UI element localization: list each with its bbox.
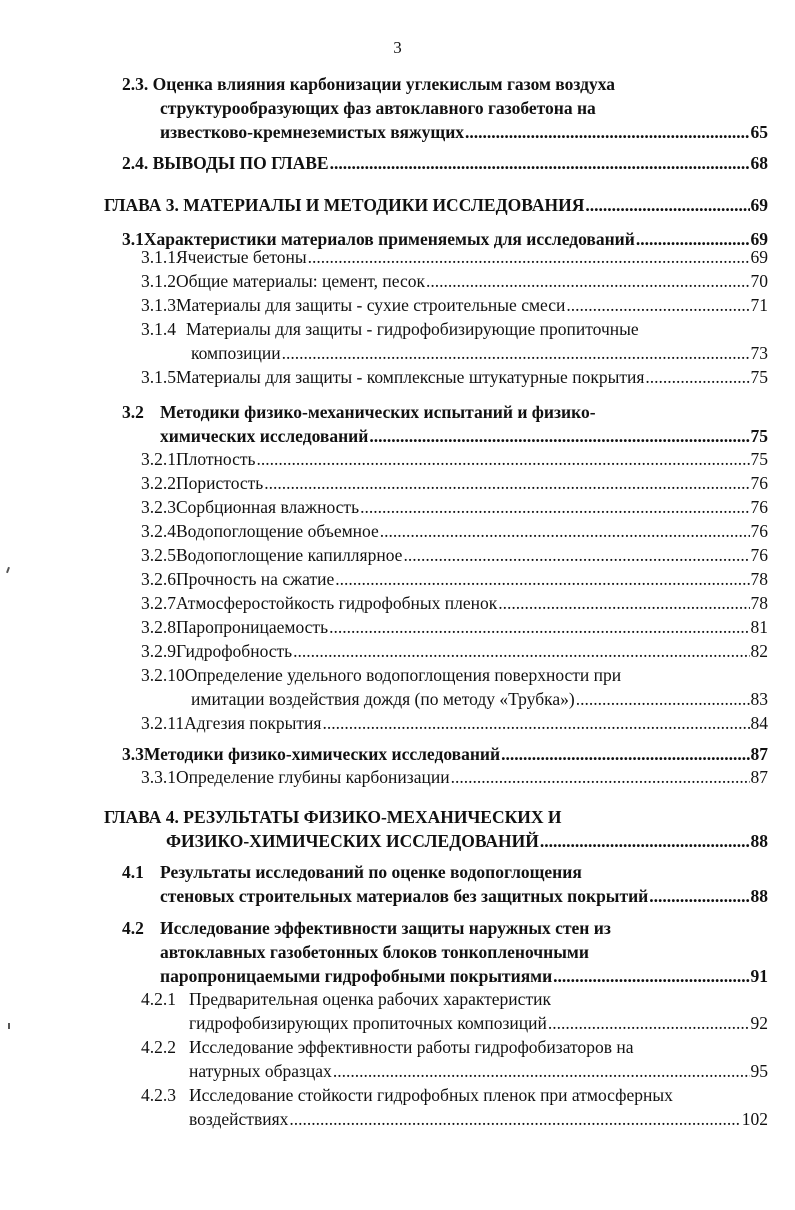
toc-3-2-6-page: 78	[750, 569, 768, 589]
toc-2-3-line3[interactable]	[160, 121, 768, 143]
toc-3-2-5-title: Водопоглощение капиллярное	[176, 545, 403, 565]
toc-3-1-4-title-end: композиции	[191, 343, 281, 363]
toc-3-2-title: Методики физико-механических испытаний и физико-	[160, 402, 596, 422]
toc-3-2-7[interactable]	[141, 592, 768, 614]
toc-3-2-7-page: 78	[750, 593, 768, 613]
toc-3-2-9-number: 3.2.9	[141, 641, 176, 661]
toc-3-3-title: Методики физико-химических исследований	[143, 744, 501, 764]
dot-leader	[451, 766, 750, 788]
toc-3-2-3-page: 76	[750, 497, 768, 517]
toc-4-2-2-line1[interactable]	[141, 1036, 633, 1058]
toc-4-2-2-number: 4.2.2	[141, 1037, 176, 1057]
toc-2-3-page: 65	[750, 122, 768, 142]
dot-leader	[322, 712, 749, 734]
toc-4-2-3-number: 4.2.3	[141, 1085, 176, 1105]
toc-3-2-1-title: Плотность	[176, 449, 256, 469]
toc-3-2-9-title: Гидрофобность	[176, 641, 293, 661]
toc-3-2-4-title: Водопоглощение объемное	[176, 521, 379, 541]
toc-3-2-page: 75	[750, 426, 768, 446]
toc-4-2-line1[interactable]	[122, 917, 611, 939]
toc-3-1-1[interactable]	[141, 246, 768, 268]
dot-leader	[403, 544, 749, 566]
dot-leader	[501, 743, 749, 765]
scan-speck	[6, 567, 10, 573]
toc-3-2-3-number: 3.2.3	[141, 497, 176, 517]
dot-leader	[333, 1060, 750, 1082]
toc-3-2-10-line1[interactable]: 3.2.10Определение удельного водопоглощения поверхности при	[141, 665, 622, 685]
toc-3-2-7-number: 3.2.7	[141, 593, 176, 613]
toc-3-2-6-number: 3.2.6	[141, 569, 176, 589]
dot-leader	[257, 448, 750, 470]
toc-3-1-3-title: Материалы для защиты - сухие строительные смеси	[176, 295, 566, 315]
toc-4-2-title: Исследование эффективности защиты наружных стен из	[160, 918, 611, 938]
toc-4-2-title-end: паропроницаемыми гидрофобными покрытиями	[160, 966, 553, 986]
toc-3-2-3[interactable]	[141, 496, 768, 518]
toc-chapter-4-title-end: ФИЗИКО-ХИМИЧЕСКИХ ИССЛЕДОВАНИЙ	[166, 831, 539, 851]
toc-3-1-1-title: Ячеистые бетоны	[176, 247, 307, 267]
toc-3-1-4-line1[interactable]	[141, 318, 639, 340]
toc-3-2-1[interactable]	[141, 448, 768, 470]
toc-3-2-1-number: 3.2.1	[141, 449, 176, 469]
toc-3-2-1-page: 75	[750, 449, 768, 469]
toc-3-2-number: 3.2	[122, 402, 144, 422]
toc-3-2-5[interactable]	[141, 544, 768, 566]
dot-leader	[553, 965, 749, 987]
toc-3-1-2-number: 3.1.2	[141, 271, 176, 291]
toc-3-3-1-title: Определение глубины карбонизации	[176, 767, 450, 787]
dot-leader	[264, 472, 749, 494]
toc-3-1-4-title: Материалы для защиты - гидрофобизирующие пропиточные	[186, 319, 639, 339]
toc-3-3[interactable]	[122, 743, 768, 765]
dot-leader	[498, 592, 749, 614]
dot-leader	[308, 246, 750, 268]
toc-2-3-line1: 2.3. Оценка влияния карбонизации углекислым газом воздуха	[122, 74, 615, 94]
toc-4-2-number: 4.2	[122, 918, 144, 938]
toc-3-2-3-title: Сорбционная влажность	[176, 497, 360, 517]
dot-leader	[465, 121, 749, 143]
toc-4-2-line2: автоклавных газобетонных блоков тонкопленочными	[160, 942, 589, 962]
toc-4-2-2-line2[interactable]	[189, 1060, 768, 1082]
toc-2-4-page: 68	[750, 153, 768, 173]
toc-3-1-1-number: 3.1.1	[141, 247, 176, 267]
dot-leader	[566, 294, 749, 316]
toc-3-2-2[interactable]	[141, 472, 768, 494]
toc-3-3-1[interactable]	[141, 766, 768, 788]
toc-2-3-title-end: известково-кремнеземистых вяжущих	[160, 122, 465, 142]
toc-chapter-4-line1[interactable]: ГЛАВА 4. РЕЗУЛЬТАТЫ ФИЗИКО-МЕХАНИЧЕСКИХ И	[104, 807, 562, 827]
toc-4-2-2-title-end: натурных образцах	[189, 1061, 332, 1081]
dot-leader	[289, 1108, 740, 1130]
toc-3-2-11[interactable]	[141, 712, 768, 734]
toc-3-1-4-line2[interactable]	[191, 342, 768, 364]
dot-leader	[335, 568, 749, 590]
toc-4-2-line3[interactable]	[160, 965, 768, 987]
dot-leader	[369, 425, 749, 447]
toc-3-2-10-page: 83	[750, 689, 768, 709]
toc-3-2-6-title: Прочность на сжатие	[176, 569, 335, 589]
toc-3-2-11-page: 84	[750, 713, 768, 733]
dot-leader	[330, 152, 750, 174]
toc-3-2-8-number: 3.2.8	[141, 617, 176, 637]
toc-2-4-title: 2.4. ВЫВОДЫ ПО ГЛАВЕ	[122, 153, 329, 173]
scan-speck	[8, 1023, 10, 1029]
toc-3-2-5-number: 3.2.5	[141, 545, 176, 565]
toc-3-2-2-number: 3.2.2	[141, 473, 176, 493]
toc-3-2-8-page: 81	[750, 617, 768, 637]
toc-3-2-4-page: 76	[750, 521, 768, 541]
toc-4-1-title-end: стеновых строительных материалов без защитных покрытий	[160, 886, 649, 906]
toc-4-1-line2[interactable]	[160, 885, 768, 907]
toc-3-3-1-number: 3.3.1	[141, 767, 176, 787]
toc-3-1-4-page: 73	[750, 343, 768, 363]
toc-chapter-3-page: 69	[750, 195, 768, 215]
toc-4-2-3-title: Исследование стойкости гидрофобных пленок при атмосферных	[189, 1085, 673, 1105]
toc-4-2-1-title: Предварительная оценка рабочих характеристик	[189, 989, 551, 1009]
toc-4-2-1-title-end: гидрофобизирующих пропиточных композиций	[189, 1013, 547, 1033]
toc-3-1-5-title: Материалы для защиты - комплексные штукатурные покрытия	[176, 367, 645, 387]
toc-3-2-6[interactable]	[141, 568, 768, 590]
toc-4-2-1-number: 4.2.1	[141, 989, 176, 1009]
toc-3-2-9[interactable]	[141, 640, 768, 662]
dot-leader	[576, 688, 750, 710]
toc-chapter-3-title: ГЛАВА 3. МАТЕРИАЛЫ И МЕТОДИКИ ИССЛЕДОВАНИЯ	[104, 195, 585, 215]
toc-4-2-page: 91	[750, 966, 768, 986]
dot-leader	[649, 885, 749, 907]
toc-3-2-10-line2[interactable]	[191, 688, 768, 710]
toc-2-3-line2: структурообразующих фаз автоклавного газобетона на	[160, 98, 596, 118]
toc-3-1-1-page: 69	[750, 247, 768, 267]
toc-chapter-4-line2[interactable]	[166, 830, 768, 852]
toc-3-3-page: 87	[750, 744, 768, 764]
toc-4-2-1-line1[interactable]	[141, 988, 551, 1010]
toc-2-4[interactable]	[122, 152, 768, 174]
toc-4-1-page: 88	[750, 886, 768, 906]
dot-leader	[585, 194, 749, 216]
toc-4-2-3-page: 102	[741, 1109, 768, 1129]
dot-leader	[645, 366, 749, 388]
dot-leader	[360, 496, 749, 518]
toc-4-2-1-page: 92	[750, 1013, 768, 1033]
toc-chapter-4-page: 88	[750, 831, 768, 851]
toc-3-2-title-end: химических исследований	[160, 426, 369, 446]
toc-3-2-8-title: Паропроницаемость	[176, 617, 329, 637]
toc-4-2-3-title-end: воздействиях	[189, 1109, 289, 1129]
toc-3-2-4-number: 3.2.4	[141, 521, 176, 541]
dot-leader	[540, 830, 750, 852]
toc-3-1-3-page: 71	[750, 295, 768, 315]
toc-3-1-5-number: 3.1.5	[141, 367, 176, 387]
dot-leader	[282, 342, 750, 364]
toc-4-1-number: 4.1	[122, 862, 144, 882]
page-number: 3	[393, 38, 402, 57]
dot-leader	[329, 616, 749, 638]
dot-leader	[293, 640, 749, 662]
toc-4-1-title: Результаты исследований по оценке водопоглощения	[160, 862, 582, 882]
toc-3-2-2-title: Пористость	[176, 473, 264, 493]
toc-3-1-title: Характеристики материалов применяемых для исследований	[143, 229, 635, 249]
toc-3-2-line1[interactable]	[122, 401, 596, 423]
toc-4-1-line1[interactable]	[122, 861, 582, 883]
toc-3-1-3[interactable]	[141, 294, 768, 316]
toc-3-1-2[interactable]	[141, 270, 768, 292]
toc-3-1-number: 3.1	[122, 229, 144, 249]
toc-3-1-5[interactable]	[141, 366, 768, 388]
toc-3-2-line2[interactable]	[160, 425, 768, 447]
toc-4-2-3-line1[interactable]	[141, 1084, 673, 1106]
toc-3-2-4[interactable]	[141, 520, 768, 542]
toc-4-2-1-line2[interactable]	[189, 1012, 768, 1034]
toc-3-1-page: 69	[750, 229, 768, 249]
toc-3-1-5-page: 75	[750, 367, 768, 387]
toc-3-1-2-title: Общие материалы: цемент, песок	[176, 271, 425, 291]
dot-leader	[426, 270, 750, 292]
toc-4-2-2-page: 95	[750, 1061, 768, 1081]
toc-3-2-7-title: Атмосферостойкость гидрофобных пленок	[176, 593, 498, 613]
toc-chapter-3[interactable]	[104, 194, 768, 216]
toc-3-2-11-title: 3.2.11Адгезия покрытия	[141, 713, 322, 733]
toc-3-1-4-number: 3.1.4	[141, 319, 176, 339]
toc-3-1-3-number: 3.1.3	[141, 295, 176, 315]
toc-3-2-10-title-end: имитации воздействия дождя (по методу «Трубка»)	[191, 689, 575, 709]
toc-3-3-1-page: 87	[750, 767, 768, 787]
toc-3-2-8[interactable]	[141, 616, 768, 638]
toc-4-2-3-line2[interactable]	[189, 1108, 768, 1130]
dot-leader	[548, 1012, 750, 1034]
toc-4-2-2-title: Исследование эффективности работы гидрофобизаторов на	[189, 1037, 634, 1057]
toc-3-1-2-page: 70	[750, 271, 768, 291]
toc-3-2-9-page: 82	[750, 641, 768, 661]
toc-3-2-5-page: 76	[750, 545, 768, 565]
toc-3-3-number: 3.3	[122, 744, 144, 764]
toc-3-2-2-page: 76	[750, 473, 768, 493]
dot-leader	[380, 520, 750, 542]
